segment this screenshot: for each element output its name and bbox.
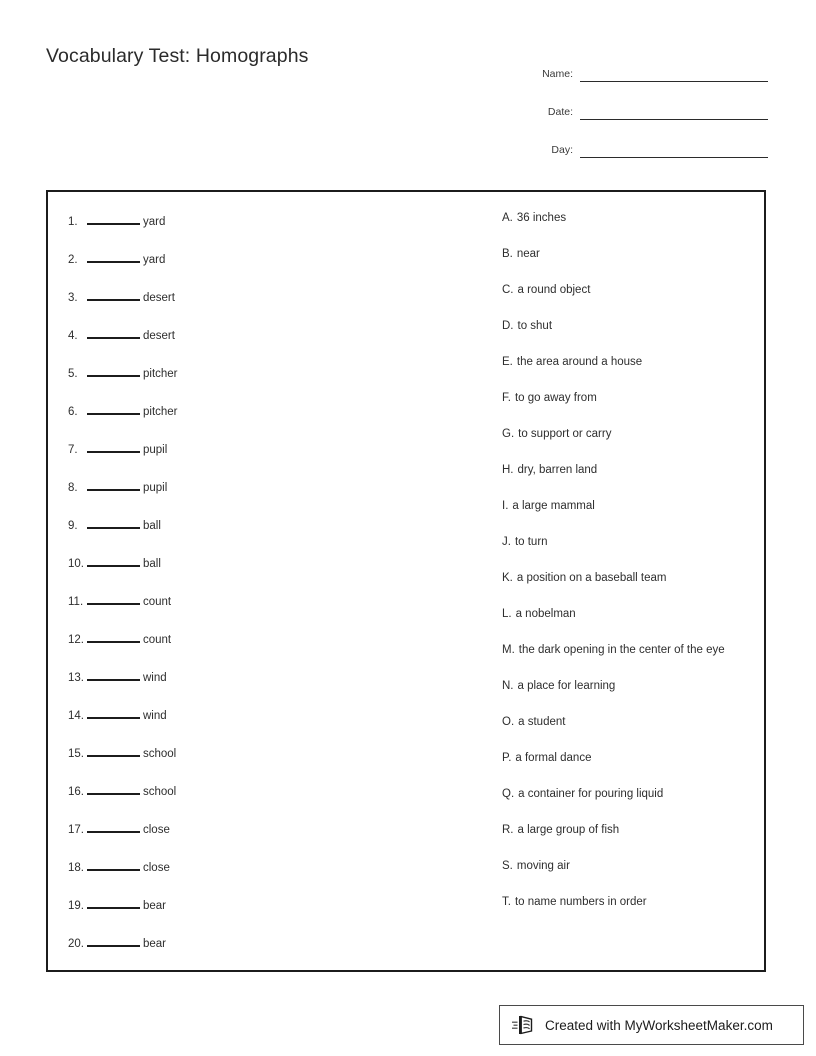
answer-text: a formal dance	[515, 752, 592, 764]
question-number: 9.	[68, 520, 78, 532]
page-header	[0, 0, 816, 175]
question-row	[68, 478, 488, 516]
answer-blank[interactable]	[87, 934, 140, 947]
question-row	[68, 630, 488, 668]
answer-blank[interactable]	[87, 326, 140, 339]
question-number: 1.	[68, 216, 78, 228]
question-number: 19.	[68, 900, 84, 912]
answer-text: dry, barren land	[517, 464, 598, 476]
question-word: count	[143, 634, 172, 646]
answer-blank[interactable]	[87, 668, 140, 681]
answer-letter: K.	[502, 572, 513, 584]
answer-letter: M.	[502, 644, 515, 656]
question-word: pitcher	[143, 406, 178, 418]
question-word: pitcher	[143, 368, 178, 380]
answer-letter: B.	[502, 248, 513, 260]
question-word: yard	[143, 254, 166, 266]
answer-letter: E.	[502, 356, 513, 368]
answer-text: a large group of fish	[517, 824, 620, 836]
worksheet-content-box	[46, 190, 766, 972]
answer-text: to go away from	[514, 392, 597, 404]
question-word: count	[143, 596, 172, 608]
answer-letter: C.	[502, 284, 514, 296]
answer-letter: F.	[502, 392, 511, 404]
question-number: 11.	[68, 596, 84, 608]
answer-choice-item[interactable]	[502, 644, 764, 680]
answer-text: a place for learning	[517, 680, 616, 692]
answer-choice-item[interactable]	[502, 824, 764, 860]
answer-choice-item[interactable]	[502, 248, 764, 284]
question-word: close	[143, 862, 170, 874]
answer-choice-item[interactable]	[502, 788, 764, 824]
answer-choice-item[interactable]	[502, 536, 764, 572]
answer-choice-item[interactable]	[502, 500, 764, 536]
question-number: 16.	[68, 786, 84, 798]
answer-text: a container for pouring liquid	[518, 788, 664, 800]
answer-choice-item[interactable]	[502, 212, 764, 248]
question-row	[68, 250, 488, 288]
question-number: 15.	[68, 748, 84, 760]
day-write-line[interactable]	[580, 156, 768, 158]
answer-text: a round object	[517, 284, 591, 296]
question-row	[68, 706, 488, 744]
question-word: close	[143, 824, 170, 836]
info-row-name	[468, 44, 768, 82]
answer-blank[interactable]	[87, 554, 140, 567]
answer-choices-column	[488, 192, 764, 970]
answer-choice-item[interactable]	[502, 428, 764, 464]
answer-choice-item[interactable]	[502, 716, 764, 752]
page-title: Vocabulary Test: Homographs	[46, 45, 309, 67]
answer-text: moving air	[516, 860, 570, 872]
answer-choice-item[interactable]	[502, 464, 764, 500]
question-number: 17.	[68, 824, 84, 836]
questions-column	[48, 192, 488, 970]
question-word: desert	[143, 292, 175, 304]
answer-choice-item[interactable]	[502, 680, 764, 716]
answer-text: a student	[518, 716, 566, 728]
question-word: school	[143, 748, 177, 760]
answer-text: the dark opening in the center of the eye	[518, 644, 725, 656]
answer-text: 36 inches	[516, 212, 567, 224]
answer-text: a nobelman	[515, 608, 576, 620]
question-number: 6.	[68, 406, 78, 418]
question-word: desert	[143, 330, 175, 342]
day-label: Day:	[551, 144, 573, 156]
question-row	[68, 668, 488, 706]
answer-text: near	[516, 248, 540, 260]
answer-letter: O.	[502, 716, 515, 728]
answer-letter: L.	[502, 608, 512, 620]
question-word: bear	[143, 938, 167, 950]
question-number: 13.	[68, 672, 84, 684]
answer-blank[interactable]	[87, 478, 140, 491]
answer-text: a large mammal	[512, 500, 595, 512]
answer-choice-item[interactable]	[502, 356, 764, 392]
answer-choice-item[interactable]	[502, 896, 764, 932]
answer-blank[interactable]	[87, 706, 140, 719]
question-row	[68, 516, 488, 554]
question-number: 14.	[68, 710, 84, 722]
footer-attribution-badge[interactable]	[499, 1005, 804, 1045]
answer-letter: G.	[502, 428, 515, 440]
question-row	[68, 934, 488, 972]
answer-letter: T.	[502, 896, 511, 908]
question-word: wind	[143, 710, 167, 722]
answer-letter: J.	[502, 536, 511, 548]
answer-letter: S.	[502, 860, 513, 872]
question-row	[68, 440, 488, 478]
answer-text: the area around a house	[516, 356, 643, 368]
answer-blank[interactable]	[87, 402, 140, 415]
answer-text: to shut	[517, 320, 553, 332]
question-number: 4.	[68, 330, 78, 342]
date-label: Date:	[547, 106, 573, 118]
question-word: pupil	[143, 482, 168, 494]
question-row	[68, 896, 488, 934]
answer-blank[interactable]	[87, 896, 140, 909]
answer-blank[interactable]	[87, 288, 140, 301]
answer-text: to name numbers in order	[514, 896, 647, 908]
answer-text: to turn	[514, 536, 548, 548]
answer-choice-item[interactable]	[502, 752, 764, 788]
question-number: 20.	[68, 938, 84, 950]
answer-text: to support or carry	[518, 428, 612, 440]
answer-choice-item[interactable]	[502, 320, 764, 356]
answer-letter: H.	[502, 464, 514, 476]
student-info-fields	[468, 44, 768, 158]
answer-choice-item[interactable]	[502, 860, 764, 896]
question-word: wind	[143, 672, 167, 684]
question-row	[68, 212, 488, 250]
question-word: bear	[143, 900, 167, 912]
question-row	[68, 554, 488, 592]
date-write-line[interactable]	[580, 118, 768, 120]
question-row	[68, 364, 488, 402]
question-number: 7.	[68, 444, 78, 456]
answer-blank[interactable]	[87, 364, 140, 377]
answer-choice-item[interactable]	[502, 392, 764, 428]
question-number: 8.	[68, 482, 78, 494]
answer-choice-item[interactable]	[502, 284, 764, 320]
name-label: Name:	[542, 68, 573, 80]
answer-blank[interactable]	[87, 250, 140, 263]
answer-blank[interactable]	[87, 744, 140, 757]
question-number: 18.	[68, 862, 84, 874]
answer-blank[interactable]	[87, 858, 140, 871]
answer-blank[interactable]	[87, 592, 140, 605]
question-row	[68, 744, 488, 782]
answer-choice-item[interactable]	[502, 572, 764, 608]
answer-letter: P.	[502, 752, 512, 764]
answer-letter: D.	[502, 320, 514, 332]
answer-letter: R.	[502, 824, 514, 836]
question-row	[68, 782, 488, 820]
question-number: 10.	[68, 558, 84, 570]
question-number: 5.	[68, 368, 78, 380]
answer-blank[interactable]	[87, 820, 140, 833]
question-row	[68, 592, 488, 630]
question-word: ball	[143, 558, 161, 570]
question-number: 3.	[68, 292, 78, 304]
answer-letter: I.	[502, 500, 509, 512]
info-row-day	[468, 120, 768, 158]
answer-blank[interactable]	[87, 630, 140, 643]
question-word: school	[143, 786, 177, 798]
two-column-layout	[48, 192, 764, 970]
answer-choice-item[interactable]	[502, 608, 764, 644]
answer-letter: A.	[502, 212, 513, 224]
worksheet-maker-logo-icon	[512, 1012, 538, 1038]
question-word: pupil	[143, 444, 168, 456]
question-row	[68, 288, 488, 326]
answer-blank[interactable]	[87, 212, 140, 225]
question-number: 12.	[68, 634, 84, 646]
question-word: ball	[143, 520, 161, 532]
footer-attribution-text: Created with MyWorksheetMaker.com	[545, 1017, 773, 1033]
name-write-line[interactable]	[580, 80, 768, 82]
answer-blank[interactable]	[87, 782, 140, 795]
answer-blank[interactable]	[87, 516, 140, 529]
question-number: 2.	[68, 254, 78, 266]
answer-text: a position on a baseball team	[516, 572, 667, 584]
question-word: yard	[143, 216, 166, 228]
answer-letter: Q.	[502, 788, 515, 800]
question-row	[68, 820, 488, 858]
question-row	[68, 858, 488, 896]
answer-letter: N.	[502, 680, 514, 692]
question-row	[68, 326, 488, 364]
info-row-date	[468, 82, 768, 120]
question-row	[68, 402, 488, 440]
answer-blank[interactable]	[87, 440, 140, 453]
